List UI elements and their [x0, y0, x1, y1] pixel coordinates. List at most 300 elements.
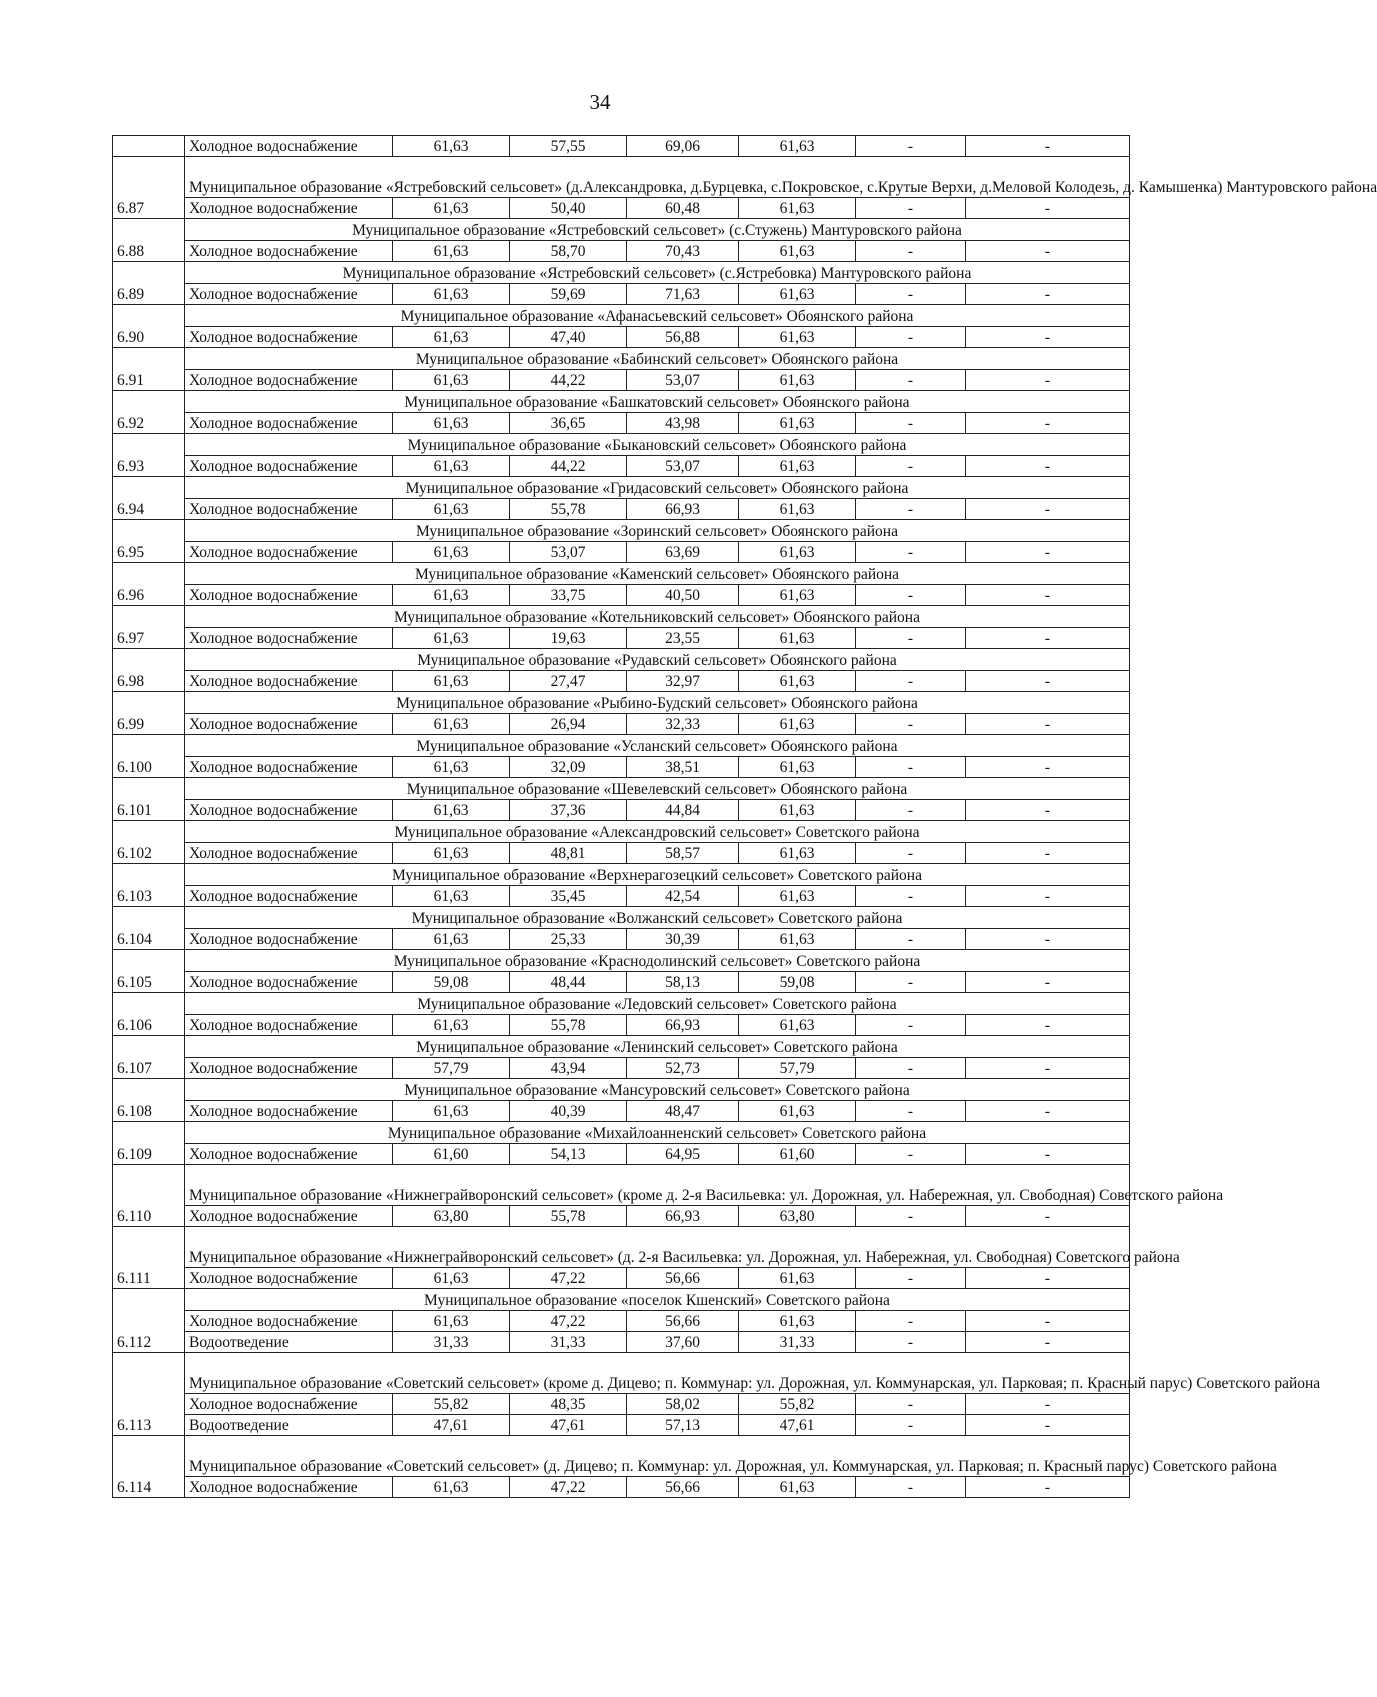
tariff-value: - — [856, 136, 966, 157]
tariff-value: - — [966, 1415, 1130, 1436]
service-row — [113, 628, 1130, 649]
municipality-title: Муниципальное образование «Александровский сельсовет» Советского района — [185, 821, 1130, 843]
municipality-title: Муниципальное образование «Быкановский сельсовет» Обоянского района — [185, 434, 1130, 456]
tariff-value: 27,47 — [510, 671, 627, 692]
tariff-value: - — [856, 327, 966, 348]
municipality-row — [113, 649, 1130, 671]
tariff-value: 59,08 — [739, 972, 856, 993]
service-row — [113, 929, 1130, 950]
service-row — [113, 1477, 1130, 1498]
row-code: 6.91 — [113, 348, 185, 391]
tariff-value: - — [966, 886, 1130, 907]
tariff-value: - — [966, 1394, 1130, 1415]
row-code: 6.97 — [113, 606, 185, 649]
tariff-value: 31,33 — [393, 1332, 510, 1353]
row-code: 6.98 — [113, 649, 185, 692]
municipality-title: Муниципальное образование «Михайлоанненский сельсовет» Советского района — [185, 1122, 1130, 1144]
tariff-value: 57,79 — [739, 1058, 856, 1079]
row-code: 6.111 — [113, 1227, 185, 1289]
tariff-value: - — [856, 585, 966, 606]
tariff-value: - — [856, 972, 966, 993]
tariff-value: 61,63 — [739, 1477, 856, 1498]
tariff-value: 53,07 — [510, 542, 627, 563]
tariff-value: 59,69 — [510, 284, 627, 305]
municipality-row — [113, 778, 1130, 800]
municipality-title: Муниципальное образование «Мансуровский сельсовет» Советского района — [185, 1079, 1130, 1101]
row-code: 6.112 — [113, 1289, 185, 1353]
tariff-value: - — [966, 585, 1130, 606]
municipality-title: Муниципальное образование «Ленинский сельсовет» Советского района — [185, 1036, 1130, 1058]
tariff-value: - — [966, 1015, 1130, 1036]
tariff-value: 35,45 — [510, 886, 627, 907]
tariff-value: - — [966, 628, 1130, 649]
tariff-value: 44,22 — [510, 370, 627, 391]
tariff-value: 61,63 — [393, 136, 510, 157]
municipality-row — [113, 391, 1130, 413]
tariff-value: 69,06 — [627, 136, 739, 157]
tariff-value: - — [966, 1477, 1130, 1498]
municipality-row — [113, 305, 1130, 327]
service-name: Холодное водоснабжение — [185, 671, 393, 692]
service-row — [113, 1144, 1130, 1165]
tariff-value: - — [966, 327, 1130, 348]
service-name: Холодное водоснабжение — [185, 1058, 393, 1079]
municipality-title: Муниципальное образование «Гридасовский сельсовет» Обоянского района — [185, 477, 1130, 499]
tariff-value: - — [966, 284, 1130, 305]
tariff-value: - — [966, 972, 1130, 993]
tariff-value: 61,63 — [739, 714, 856, 735]
tariff-value: - — [966, 1311, 1130, 1332]
tariff-value: 36,65 — [510, 413, 627, 434]
tariff-value: 48,35 — [510, 1394, 627, 1415]
municipality-title: Муниципальное образование «Верхнерагозецкий сельсовет» Советского района — [185, 864, 1130, 886]
tariff-value: - — [966, 1144, 1130, 1165]
municipality-row — [113, 864, 1130, 886]
row-code: 6.87 — [113, 157, 185, 219]
row-code: 6.103 — [113, 864, 185, 907]
municipality-title: Муниципальное образование «Рудавский сельсовет» Обоянского района — [185, 649, 1130, 671]
tariff-value: 61,63 — [739, 499, 856, 520]
tariff-value: 61,63 — [739, 800, 856, 821]
tariff-value: 61,63 — [393, 585, 510, 606]
service-row — [113, 499, 1130, 520]
row-code: 6.113 — [113, 1353, 185, 1436]
tariff-value: 25,33 — [510, 929, 627, 950]
tariff-value: 37,36 — [510, 800, 627, 821]
tariff-value: 66,93 — [627, 499, 739, 520]
tariff-value: 70,43 — [627, 241, 739, 262]
tariff-value: 55,82 — [393, 1394, 510, 1415]
tariff-value: 61,63 — [393, 1311, 510, 1332]
tariff-value: - — [856, 929, 966, 950]
tariff-value: 61,63 — [739, 1268, 856, 1289]
municipality-row — [113, 821, 1130, 843]
tariff-value: 61,63 — [393, 1101, 510, 1122]
service-name: Холодное водоснабжение — [185, 1144, 393, 1165]
tariff-value: 40,50 — [627, 585, 739, 606]
service-name: Холодное водоснабжение — [185, 929, 393, 950]
tariff-value: - — [856, 1144, 966, 1165]
tariff-value: 61,63 — [739, 136, 856, 157]
tariff-value: 26,94 — [510, 714, 627, 735]
municipality-row — [113, 434, 1130, 456]
tariff-value: 53,07 — [627, 370, 739, 391]
tariff-value: - — [966, 757, 1130, 778]
service-name: Холодное водоснабжение — [185, 370, 393, 391]
row-code: 6.104 — [113, 907, 185, 950]
tariff-value: 61,63 — [739, 198, 856, 219]
municipality-title: Муниципальное образование «Бабинский сельсовет» Обоянского района — [185, 348, 1130, 370]
tariff-value: - — [966, 542, 1130, 563]
tariff-value: 66,93 — [627, 1015, 739, 1036]
tariff-value: 47,61 — [510, 1415, 627, 1436]
tariff-value: 30,39 — [627, 929, 739, 950]
tariff-value: - — [966, 499, 1130, 520]
service-name: Водоотведение — [185, 1415, 393, 1436]
tariff-value: 59,08 — [393, 972, 510, 993]
municipality-title: Муниципальное образование «Усланский сельсовет» Обоянского района — [185, 735, 1130, 757]
service-name: Холодное водоснабжение — [185, 1477, 393, 1498]
tariff-value: 61,63 — [393, 198, 510, 219]
tariff-value: 56,66 — [627, 1311, 739, 1332]
tariff-value: - — [856, 1415, 966, 1436]
service-row — [113, 456, 1130, 477]
tariff-value: 37,60 — [627, 1332, 739, 1353]
service-name: Холодное водоснабжение — [185, 972, 393, 993]
tariff-value: - — [856, 1015, 966, 1036]
tariff-value: 61,63 — [739, 542, 856, 563]
service-name: Холодное водоснабжение — [185, 136, 393, 157]
tariff-value: 55,78 — [510, 499, 627, 520]
tariff-value: - — [966, 370, 1130, 391]
row-code: 6.94 — [113, 477, 185, 520]
row-code: 6.99 — [113, 692, 185, 735]
service-name: Холодное водоснабжение — [185, 1311, 393, 1332]
service-name: Холодное водоснабжение — [185, 1268, 393, 1289]
tariff-value: 31,33 — [510, 1332, 627, 1353]
tariff-value: - — [966, 1058, 1130, 1079]
service-row — [113, 241, 1130, 262]
service-row — [113, 1101, 1130, 1122]
municipality-row — [113, 520, 1130, 542]
tariff-value: - — [856, 1268, 966, 1289]
tariff-value: 57,13 — [627, 1415, 739, 1436]
tariff-value: 56,66 — [627, 1477, 739, 1498]
tariff-value: - — [966, 1101, 1130, 1122]
tariff-value: - — [856, 1332, 966, 1353]
row-code: 6.109 — [113, 1122, 185, 1165]
tariff-value: 58,13 — [627, 972, 739, 993]
row-code: 6.110 — [113, 1165, 185, 1227]
tariff-value: - — [966, 198, 1130, 219]
tariff-value: 55,82 — [739, 1394, 856, 1415]
service-row — [113, 1058, 1130, 1079]
tariff-value: - — [856, 456, 966, 477]
municipality-title: Муниципальное образование «Ястребовский сельсовет» (с.Стужень) Мантуровского района — [185, 219, 1130, 241]
tariff-value: 47,61 — [393, 1415, 510, 1436]
tariff-value: 58,57 — [627, 843, 739, 864]
tariff-value: 57,55 — [510, 136, 627, 157]
municipality-title: Муниципальное образование «Рыбино-Будский сельсовет» Обоянского района — [185, 692, 1130, 714]
tariff-value: 64,95 — [627, 1144, 739, 1165]
tariff-value: 61,63 — [393, 1477, 510, 1498]
municipality-row — [113, 348, 1130, 370]
tariff-value: - — [856, 198, 966, 219]
tariff-value: 61,63 — [393, 1268, 510, 1289]
service-row — [113, 886, 1130, 907]
tariff-value: - — [966, 1206, 1130, 1227]
row-code: 6.102 — [113, 821, 185, 864]
tariff-value: 50,40 — [510, 198, 627, 219]
tariff-value: 63,80 — [393, 1206, 510, 1227]
tariff-value: - — [966, 843, 1130, 864]
service-name: Водоотведение — [185, 1332, 393, 1353]
service-row — [113, 413, 1130, 434]
municipality-title: Муниципальное образование «Афанасьевский сельсовет» Обоянского района — [185, 305, 1130, 327]
service-name: Холодное водоснабжение — [185, 456, 393, 477]
service-row — [113, 585, 1130, 606]
service-row — [113, 1015, 1130, 1036]
municipality-title: Муниципальное образование «Советский сельсовет» (д. Дицево; п. Коммунар: ул. Дорожная, ул. Коммунарская, ул. Парковая; п. Красный парус) Советского района — [185, 1436, 1130, 1477]
municipality-row — [113, 1122, 1130, 1144]
municipality-row — [113, 563, 1130, 585]
tariff-value: 61,63 — [393, 413, 510, 434]
tariff-value: 61,63 — [393, 628, 510, 649]
municipality-title: Муниципальное образование «Советский сельсовет» (кроме д. Дицево; п. Коммунар: ул. Дорожная, ул. Коммунарская, ул. Парковая; п. Красный парус) Советского района — [185, 1353, 1130, 1394]
tariff-value: - — [856, 1477, 966, 1498]
tariff-value: 61,63 — [739, 671, 856, 692]
service-name: Холодное водоснабжение — [185, 843, 393, 864]
tariff-value: - — [856, 1058, 966, 1079]
service-row — [113, 136, 1130, 157]
tariff-value: 61,63 — [739, 886, 856, 907]
tariff-value: 55,78 — [510, 1015, 627, 1036]
tariff-value: - — [966, 136, 1130, 157]
tariff-value: 48,44 — [510, 972, 627, 993]
service-name: Холодное водоснабжение — [185, 886, 393, 907]
tariff-value: 61,63 — [393, 929, 510, 950]
municipality-row — [113, 1436, 1130, 1477]
tariff-value: 61,63 — [739, 413, 856, 434]
tariff-value: 61,63 — [393, 499, 510, 520]
municipality-title: Муниципальное образование «Котельниковский сельсовет» Обоянского района — [185, 606, 1130, 628]
municipality-row — [113, 692, 1130, 714]
tariff-value: 56,66 — [627, 1268, 739, 1289]
municipality-row — [113, 606, 1130, 628]
row-code: 6.93 — [113, 434, 185, 477]
row-code: 6.114 — [113, 1436, 185, 1498]
municipality-row — [113, 907, 1130, 929]
tariff-value: 60,48 — [627, 198, 739, 219]
tariff-value: 32,33 — [627, 714, 739, 735]
tariff-value: 61,63 — [739, 929, 856, 950]
tariff-value: 47,40 — [510, 327, 627, 348]
tariff-value: 61,63 — [393, 886, 510, 907]
municipality-row — [113, 1353, 1130, 1394]
service-name: Холодное водоснабжение — [185, 284, 393, 305]
row-code: 6.100 — [113, 735, 185, 778]
tariff-value: 44,84 — [627, 800, 739, 821]
tariff-value: 61,63 — [739, 757, 856, 778]
service-name: Холодное водоснабжение — [185, 1394, 393, 1415]
service-row — [113, 198, 1130, 219]
tariff-value: - — [856, 241, 966, 262]
row-code: 6.92 — [113, 391, 185, 434]
tariff-value: 61,63 — [393, 714, 510, 735]
municipality-row — [113, 950, 1130, 972]
tariff-value: - — [966, 714, 1130, 735]
tariff-value: 61,60 — [739, 1144, 856, 1165]
row-code: 6.88 — [113, 219, 185, 262]
tariff-value: 19,63 — [510, 628, 627, 649]
tariff-value: 54,13 — [510, 1144, 627, 1165]
tariff-value: 47,22 — [510, 1268, 627, 1289]
municipality-row — [113, 157, 1130, 198]
tariff-value: 61,63 — [393, 284, 510, 305]
tariff-value: - — [856, 671, 966, 692]
tariff-value: 61,63 — [739, 585, 856, 606]
tariff-value: 61,63 — [393, 241, 510, 262]
tariff-value: 47,61 — [739, 1415, 856, 1436]
municipality-row — [113, 477, 1130, 499]
service-row — [113, 757, 1130, 778]
tariff-value: - — [966, 241, 1130, 262]
tariff-value: 61,63 — [393, 1015, 510, 1036]
municipality-row — [113, 1079, 1130, 1101]
municipality-row — [113, 1227, 1130, 1268]
row-code: 6.89 — [113, 262, 185, 305]
tariff-value: 63,69 — [627, 542, 739, 563]
tariff-value: 48,47 — [627, 1101, 739, 1122]
tariff-value: - — [966, 456, 1130, 477]
tariff-value: 56,88 — [627, 327, 739, 348]
service-row — [113, 714, 1130, 735]
tariff-value: - — [856, 370, 966, 391]
tariff-value: - — [856, 1101, 966, 1122]
tariff-value: 61,63 — [393, 843, 510, 864]
tariff-value: 52,73 — [627, 1058, 739, 1079]
tariff-value: 61,63 — [739, 284, 856, 305]
tariff-value: 61,63 — [739, 327, 856, 348]
service-name: Холодное водоснабжение — [185, 1206, 393, 1227]
tariff-value: 55,78 — [510, 1206, 627, 1227]
tariff-value: 61,63 — [739, 628, 856, 649]
service-row — [113, 1394, 1130, 1415]
service-name: Холодное водоснабжение — [185, 1101, 393, 1122]
tariff-value: - — [856, 284, 966, 305]
service-name: Холодное водоснабжение — [185, 499, 393, 520]
tariff-value: - — [856, 542, 966, 563]
service-name: Холодное водоснабжение — [185, 413, 393, 434]
tariff-value: - — [966, 413, 1130, 434]
service-row — [113, 843, 1130, 864]
municipality-title: Муниципальное образование «Волжанский сельсовет» Советского района — [185, 907, 1130, 929]
service-row — [113, 1268, 1130, 1289]
tariff-value: 61,63 — [393, 800, 510, 821]
municipality-title: Муниципальное образование «Ястребовский сельсовет» (д.Александровка, д.Бурцевка, с.Покровское, с.Крутые Верхи, д.Меловой Колодезь, д. Камышенка) Мантуровского района — [185, 157, 1130, 198]
tariff-value: - — [856, 499, 966, 520]
service-row — [113, 370, 1130, 391]
service-row — [113, 800, 1130, 821]
municipality-title: Муниципальное образование «Ястребовский сельсовет» (с.Ястребовка) Мантуровского района — [185, 262, 1130, 284]
tariff-value: 61,60 — [393, 1144, 510, 1165]
tariff-value: 61,63 — [739, 1101, 856, 1122]
tariff-value: 61,63 — [393, 542, 510, 563]
tariff-value: 47,22 — [510, 1477, 627, 1498]
tariff-value: - — [856, 1206, 966, 1227]
tariff-value: 61,63 — [739, 1015, 856, 1036]
tariff-value: 61,63 — [393, 327, 510, 348]
tariff-value: 61,63 — [739, 456, 856, 477]
row-code: 6.105 — [113, 950, 185, 993]
tariff-value: 47,22 — [510, 1311, 627, 1332]
tariff-value: 32,97 — [627, 671, 739, 692]
municipality-row — [113, 735, 1130, 757]
tariff-value: - — [966, 800, 1130, 821]
tariff-value: 33,75 — [510, 585, 627, 606]
service-name: Холодное водоснабжение — [185, 241, 393, 262]
tariff-value: - — [856, 843, 966, 864]
service-name: Холодное водоснабжение — [185, 585, 393, 606]
service-row — [113, 972, 1130, 993]
row-code — [113, 136, 185, 157]
tariff-value: - — [856, 628, 966, 649]
service-name: Холодное водоснабжение — [185, 198, 393, 219]
row-code: 6.101 — [113, 778, 185, 821]
municipality-title: Муниципальное образование «Каменский сельсовет» Обоянского района — [185, 563, 1130, 585]
tariff-value: - — [856, 886, 966, 907]
tariff-value: 23,55 — [627, 628, 739, 649]
tariff-value: - — [856, 800, 966, 821]
municipality-row — [113, 1165, 1130, 1206]
tariff-value: - — [966, 1332, 1130, 1353]
service-name: Холодное водоснабжение — [185, 714, 393, 735]
tariff-table — [112, 135, 1377, 1498]
row-code: 6.95 — [113, 520, 185, 563]
municipality-title: Муниципальное образование «поселок Кшенский» Советского района — [185, 1289, 1130, 1311]
tariff-value: 61,63 — [739, 370, 856, 391]
municipality-title: Муниципальное образование «Шевелевский сельсовет» Обоянского района — [185, 778, 1130, 800]
row-code: 6.107 — [113, 1036, 185, 1079]
tariff-value: 43,98 — [627, 413, 739, 434]
tariff-value: 61,63 — [393, 456, 510, 477]
service-name: Холодное водоснабжение — [185, 542, 393, 563]
tariff-value: 31,33 — [739, 1332, 856, 1353]
tariff-value: 44,22 — [510, 456, 627, 477]
row-code: 6.108 — [113, 1079, 185, 1122]
tariff-value: - — [856, 714, 966, 735]
tariff-value: 38,51 — [627, 757, 739, 778]
tariff-value: 40,39 — [510, 1101, 627, 1122]
tariff-value: 61,63 — [739, 1311, 856, 1332]
tariff-value: 61,63 — [393, 370, 510, 391]
tariff-value: - — [856, 1311, 966, 1332]
municipality-row — [113, 1289, 1130, 1311]
tariff-value: 42,54 — [627, 886, 739, 907]
tariff-value: 58,70 — [510, 241, 627, 262]
municipality-row — [113, 993, 1130, 1015]
service-row — [113, 1311, 1130, 1332]
service-row — [113, 327, 1130, 348]
tariff-value: 63,80 — [739, 1206, 856, 1227]
service-row — [113, 542, 1130, 563]
service-row — [113, 1332, 1130, 1353]
municipality-row — [113, 262, 1130, 284]
municipality-row — [113, 1036, 1130, 1058]
tariff-value: 61,63 — [739, 241, 856, 262]
municipality-title: Муниципальное образование «Нижнеграйворонский сельсовет» (кроме д. 2-я Васильевка: ул. Дорожная, ул. Набережная, ул. Свободная) Советского района — [185, 1165, 1130, 1206]
service-row — [113, 671, 1130, 692]
